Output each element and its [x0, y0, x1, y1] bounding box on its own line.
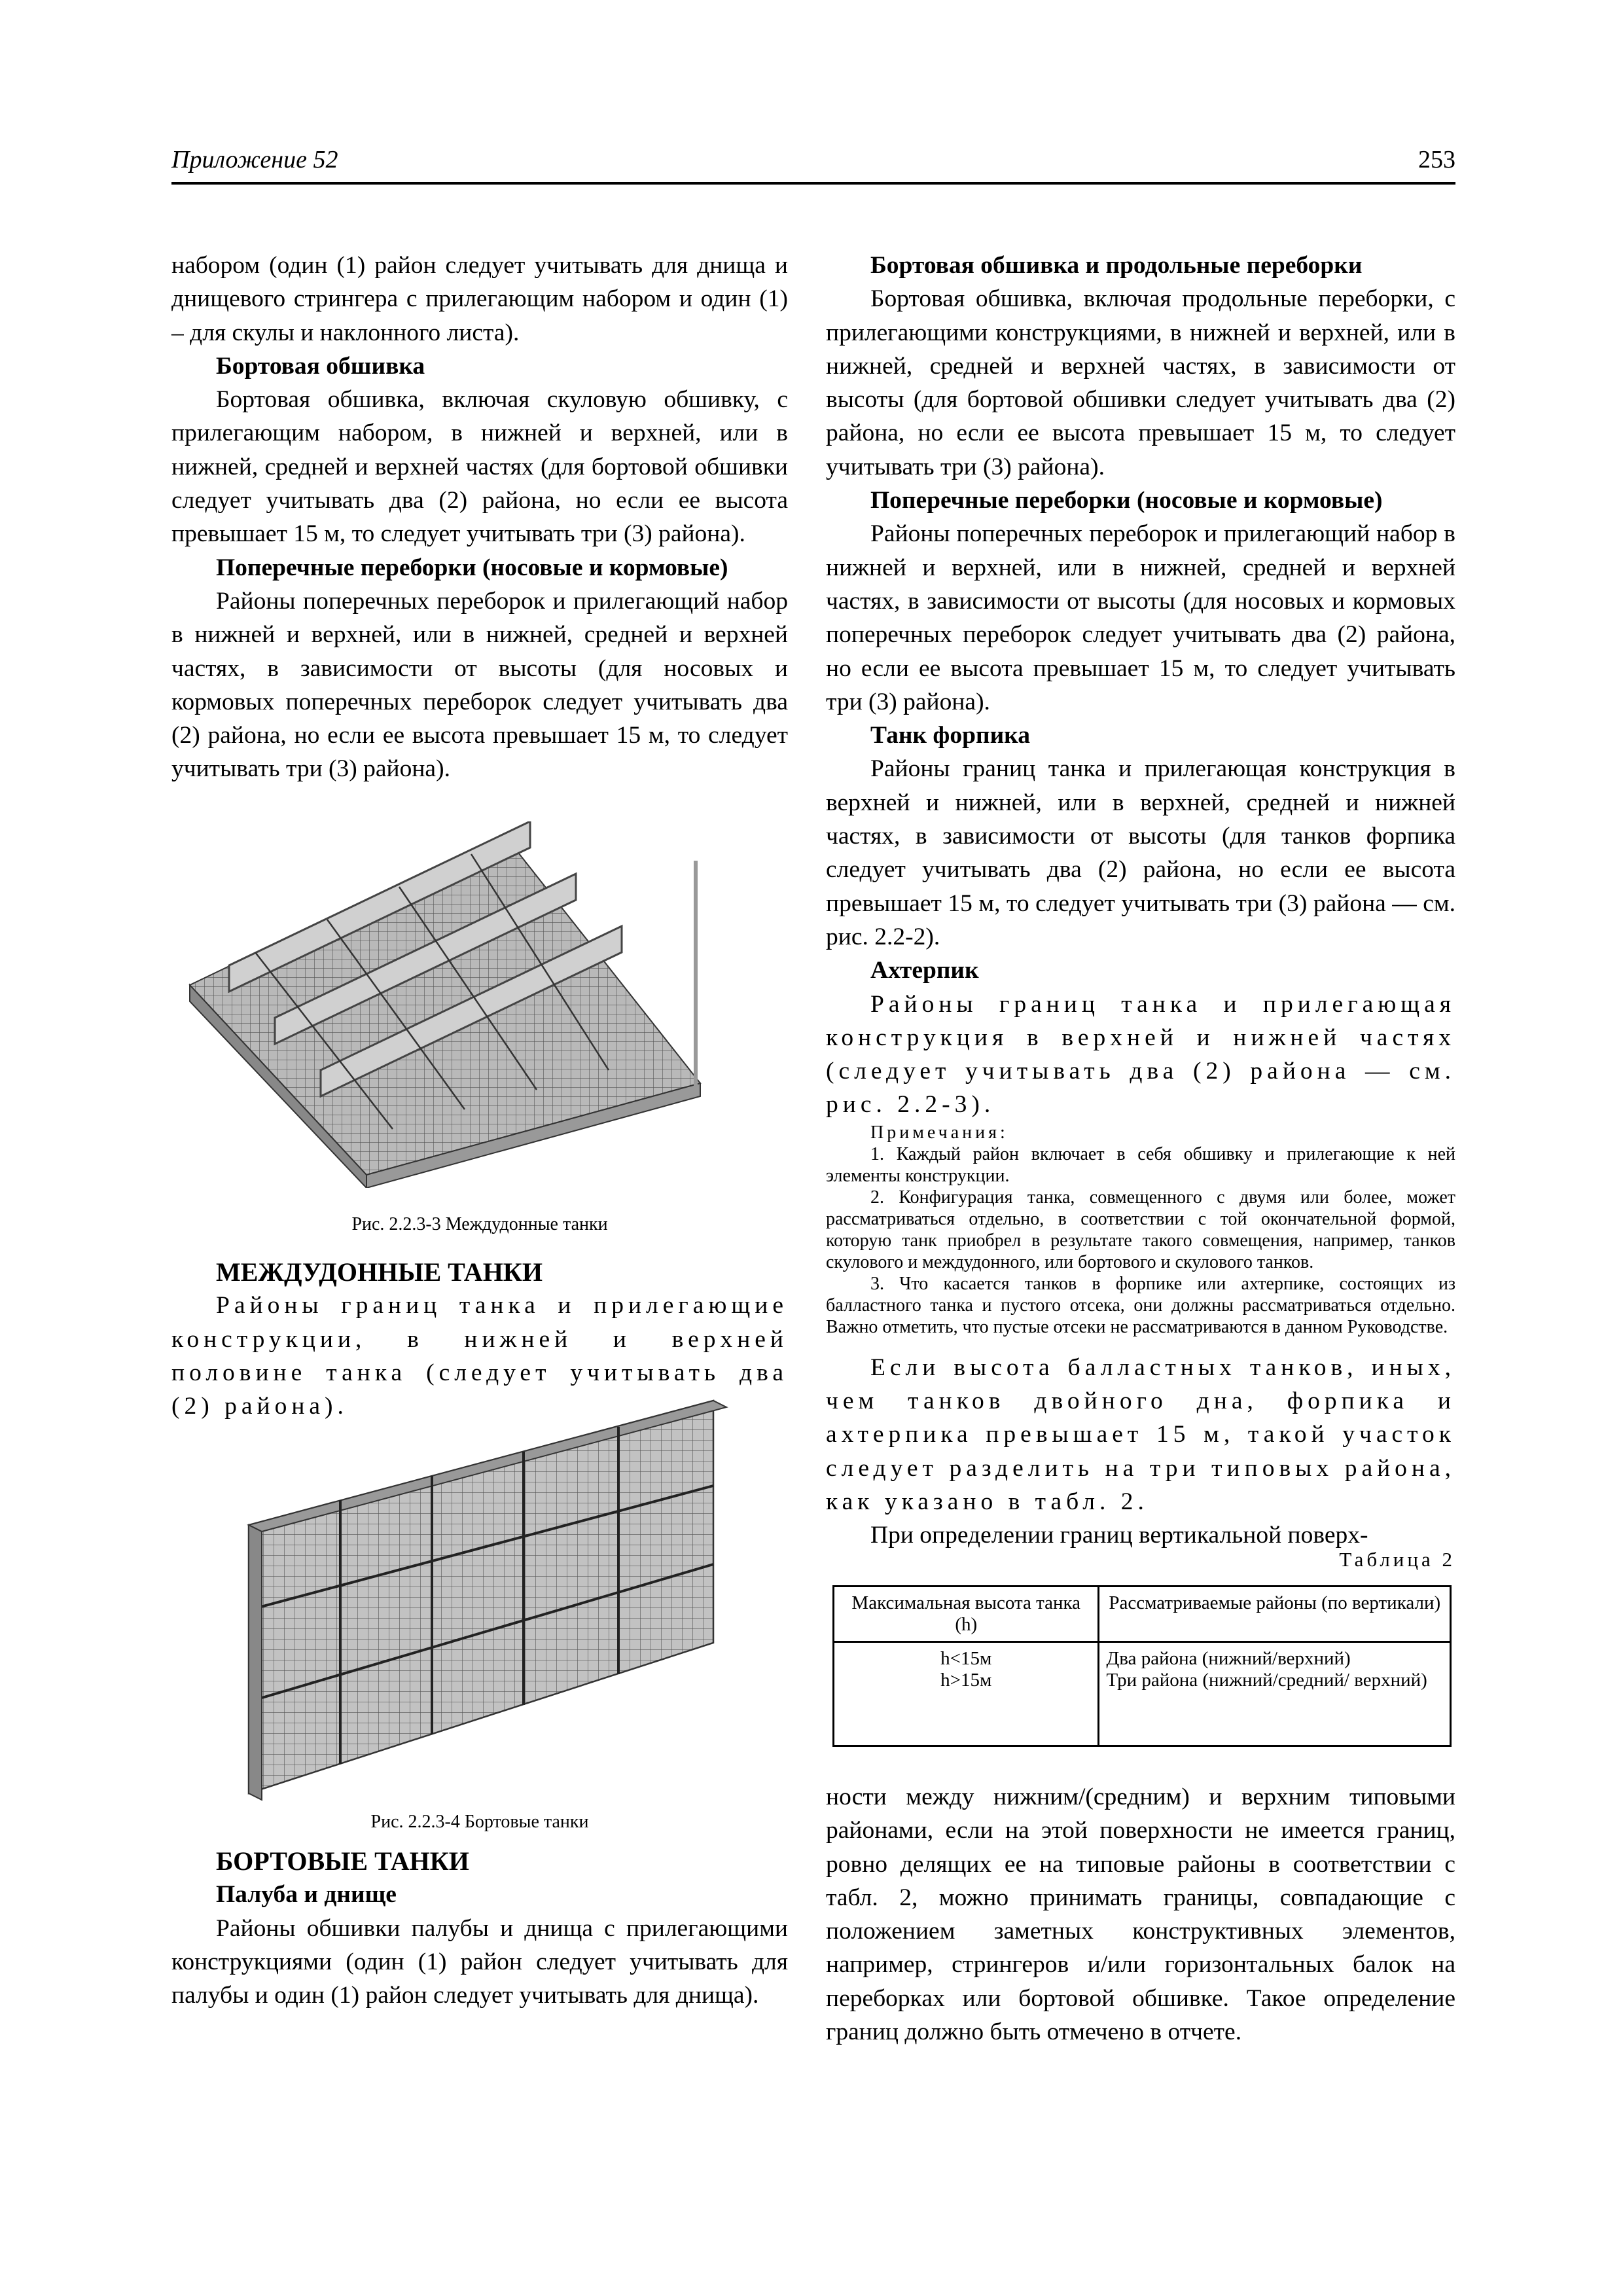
section-heading: Танк форпика — [870, 722, 1030, 749]
paragraph: Районы поперечных переборок и прилегающий набор в нижней и верхней, или в нижней, средней и верхней частях, в зависимости от высоты (для носовых и кормовых поперечных переборок следует учитывать два (2) района, но если ее высота превышает 15 м, то следует учитывать три (3) района). — [171, 587, 788, 783]
figure-caption: Рис. 2.2.3-3 Междудонные танки — [351, 1214, 608, 1234]
page-header — [171, 145, 1455, 185]
section-heading: МЕЖДУДОННЫЕ ТАНКИ — [216, 1257, 543, 1287]
table-cell — [834, 1642, 1099, 1746]
page-number: 253 — [1418, 146, 1455, 173]
paragraph: Бортовая обшивка, включая продольные переборки, с прилегающими конструкциями, в нижней и верхней, или в нижней, средней и верхней частях, в зависимости от высоты (для бортовой обшивки следует учитывать два (2) района, но если ее высота превышает 15 м, то следует учитывать три (3) района). — [826, 285, 1455, 480]
paragraph: Районы поперечных переборок и прилегающий набор в нижней и верхней, или в нижней, средней и верхней частях, в зависимости от высоты (для носовых и кормовых поперечных переборок следует учитывать два (2) района, но если ее высота превышает 15 м, то следует учитывать три (3) района). — [826, 520, 1455, 715]
paragraph: Районы обшивки палубы и днища с прилегающими конструкциями (один (1) район следует учитывать для палубы и один (1) район следует учитывать для днища). — [171, 1914, 788, 2009]
table-cell — [1099, 1642, 1451, 1746]
figure-caption: Рис. 2.2.3-4 Бортовые танки — [370, 1812, 589, 1832]
paragraph: набором (один (1) район следует учитывать для днища и днищевого стрингера с прилегающим набором и один (1) – для скулы и наклонного листа). — [171, 252, 788, 346]
cell-line: h>15м — [940, 1670, 992, 1691]
table-label: Таблица 2 — [1339, 1548, 1455, 1571]
section-heading: БОРТОВЫЕ ТАНКИ — [216, 1846, 469, 1876]
table-row — [834, 1642, 1451, 1746]
paragraph: ности между нижним/(средним) и верхним типовыми районами, если на этой поверхности не имеется границ, ровно делящих ее на типовые районы в соответствии с табл. 2, можно принимать границы, совпадающие с положением заметных конструктивных элементов, например, стрингеров и/или горизонтальных балок на переборках или бортовой обшивке. Такое определение границ должно быть отмечено в отчете. — [826, 1784, 1455, 2046]
section-heading: Поперечные переборки (носовые и кормовые) — [870, 487, 1383, 514]
left-column-bottom — [171, 1844, 788, 2012]
figure-wing-tanks — [242, 1388, 740, 1806]
section-heading: Бортовая обшивка и продольные переборки — [870, 252, 1363, 279]
note-item: 2. Конфигурация танка, совмещенного с двумя или более, может рассматриваться отдельно, в соответствии с той окончательной формой, которую танк приобрел в результате такого совмещения, например, танков скулового и междудонного, или бортового и скулового танков. — [826, 1187, 1455, 1272]
left-column-top — [171, 249, 788, 786]
note-item: 3. Что касается танков в форпике или ахтерпике, состоящих из балластного танка и пустого отсека, они должны рассматриваться отдельно. Важно отметить, что пустые отсеки не рассматриваются в данном Руководстве. — [826, 1273, 1455, 1337]
figure-double-bottom-tanks — [177, 821, 713, 1188]
section-heading: Бортовая обшивка — [216, 352, 425, 380]
note-item: 1. Каждый район включает в себя обшивку и прилегающие к ней элементы конструкции. — [826, 1143, 1455, 1186]
section-heading: Поперечные переборки (носовые и кормовые) — [216, 554, 728, 581]
paragraph: Бортовая обшивка, включая скуловую обшивку, с прилегающим набором, в нижней и верхней, или в нижней, средней и верхней частях (для бортовой обшивки следует учитывать два (2) района, но если ее высота превышает 15 м, то следует учитывать три (3) района). — [171, 386, 788, 548]
cell-line: Три района (нижний/средний/ верхний) — [1106, 1670, 1427, 1691]
table-header-cell: Максимальная высота танка (h) — [834, 1587, 1099, 1642]
paragraph: Районы границ танка и прилегающая конструкция в верхней и нижней, или в верхней, средней и нижней частях, в зависимости от высоты (для танков форпика следует учитывать два (2) района, но если ее высота превышает 15 м, то следует учитывать три (3) района — см. рис. 2.2-2). — [826, 755, 1455, 950]
paragraph: Районы границ танка и прилегающая конструкция в верхней и нижней частях (следует учитывать два (2) района — см. рис. 2.2-3). — [826, 990, 1455, 1119]
paragraph: При определении границ вертикальной поверх- — [870, 1522, 1368, 1549]
cell-line: h<15м — [940, 1648, 992, 1669]
table-row — [834, 1587, 1451, 1642]
section-heading: Палуба и днище — [216, 1881, 397, 1909]
right-column-bottom — [826, 1780, 1455, 2049]
right-column-top — [826, 249, 1455, 1552]
notes-title: Примечания: — [870, 1122, 1008, 1143]
table-tank-regions — [832, 1585, 1452, 1747]
running-title: Приложение 52 — [171, 146, 338, 173]
notes-block — [826, 1122, 1455, 1338]
paragraph: Районы границ танка и прилегающие конструкции, в нижней и верхней половине танка (следует учитывать два (2) района). — [171, 1292, 788, 1420]
cell-line: Два района (нижний/верхний) — [1106, 1648, 1351, 1669]
table-header-cell: Рассматриваемые районы (по вертикали) — [1099, 1587, 1451, 1642]
section-heading: Ахтерпик — [870, 957, 979, 984]
paragraph: Если высота балластных танков, иных, чем танков двойного дна, форпика и ахтерпика превышает 15 м, такой участок следует разделить на три типовых района, как указано в табл. 2. — [826, 1354, 1455, 1515]
